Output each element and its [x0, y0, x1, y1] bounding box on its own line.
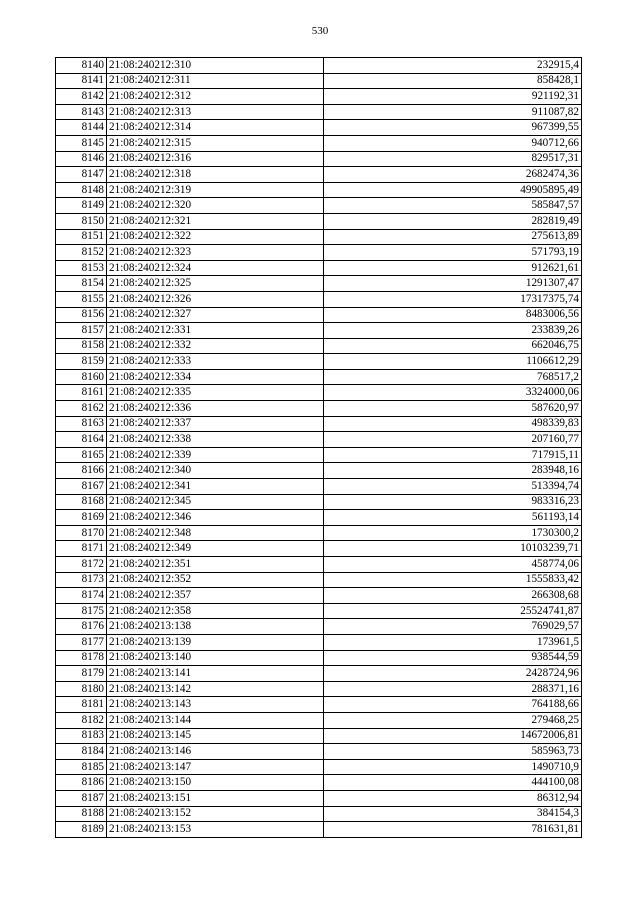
- table-row: [56, 775, 582, 791]
- row-number-cell: 8165: [56, 447, 107, 463]
- cadastral-number-cell: 21:08:240212:336: [107, 401, 324, 417]
- value-cell: 768517,2: [324, 369, 582, 385]
- table-row: [56, 167, 582, 183]
- row-number-cell: 8160: [56, 369, 107, 385]
- table-row: [56, 588, 582, 604]
- value-cell: 1291307,47: [324, 276, 582, 292]
- cadastral-number-cell: 21:08:240213:146: [107, 744, 324, 760]
- table-row: [56, 307, 582, 323]
- value-cell: 912621,61: [324, 260, 582, 276]
- table-row: [56, 338, 582, 354]
- row-number-cell: 8161: [56, 385, 107, 401]
- table-row: [56, 619, 582, 635]
- value-cell: 282819,49: [324, 213, 582, 229]
- row-number-cell: 8180: [56, 681, 107, 697]
- row-number-cell: 8173: [56, 572, 107, 588]
- table-row: [56, 104, 582, 120]
- row-number-cell: 8178: [56, 650, 107, 666]
- value-cell: 1106612,29: [324, 354, 582, 370]
- value-cell: 288371,16: [324, 681, 582, 697]
- row-number-cell: 8154: [56, 276, 107, 292]
- table-row: [56, 416, 582, 432]
- table-row: [56, 525, 582, 541]
- cadastral-number-cell: 21:08:240212:357: [107, 588, 324, 604]
- table-row: [56, 712, 582, 728]
- row-number-cell: 8187: [56, 790, 107, 806]
- value-cell: 279468,25: [324, 712, 582, 728]
- value-cell: 764188,66: [324, 697, 582, 713]
- value-cell: 571793,19: [324, 245, 582, 261]
- row-number-cell: 8146: [56, 151, 107, 167]
- cadastral-number-cell: 21:08:240212:332: [107, 338, 324, 354]
- value-cell: 173961,5: [324, 634, 582, 650]
- table-row: [56, 822, 582, 838]
- table-row: [56, 666, 582, 682]
- table-row: [56, 354, 582, 370]
- cadastral-number-cell: 21:08:240213:138: [107, 619, 324, 635]
- value-cell: 2682474,36: [324, 167, 582, 183]
- cadastral-number-cell: 21:08:240212:319: [107, 182, 324, 198]
- value-cell: 384154,3: [324, 806, 582, 822]
- table-row: [56, 650, 582, 666]
- value-cell: 8483006,56: [324, 307, 582, 323]
- value-cell: 1490710,9: [324, 759, 582, 775]
- table-row: [56, 728, 582, 744]
- cadastral-number-cell: 21:08:240213:152: [107, 806, 324, 822]
- cadastral-number-cell: 21:08:240212:331: [107, 323, 324, 339]
- table-row: [56, 697, 582, 713]
- row-number-cell: 8164: [56, 432, 107, 448]
- cadastral-number-cell: 21:08:240212:346: [107, 510, 324, 526]
- table-row: [56, 276, 582, 292]
- cadastral-number-cell: 21:08:240213:147: [107, 759, 324, 775]
- value-cell: 207160,77: [324, 432, 582, 448]
- value-cell: 911087,82: [324, 104, 582, 120]
- value-cell: 498339,83: [324, 416, 582, 432]
- value-cell: 769029,57: [324, 619, 582, 635]
- cadastral-number-cell: 21:08:240212:316: [107, 151, 324, 167]
- value-cell: 86312,94: [324, 790, 582, 806]
- row-number-cell: 8159: [56, 354, 107, 370]
- cadastral-number-cell: 21:08:240213:140: [107, 650, 324, 666]
- table-body: [56, 58, 582, 838]
- data-table: [55, 57, 582, 838]
- value-cell: 585963,73: [324, 744, 582, 760]
- table-row: [56, 245, 582, 261]
- cadastral-number-cell: 21:08:240212:348: [107, 525, 324, 541]
- row-number-cell: 8177: [56, 634, 107, 650]
- value-cell: 275613,89: [324, 229, 582, 245]
- table-row: [56, 198, 582, 214]
- row-number-cell: 8183: [56, 728, 107, 744]
- row-number-cell: 8142: [56, 89, 107, 105]
- row-number-cell: 8153: [56, 260, 107, 276]
- cadastral-number-cell: 21:08:240212:313: [107, 104, 324, 120]
- value-cell: 1730300,2: [324, 525, 582, 541]
- value-cell: 2428724,96: [324, 666, 582, 682]
- table-row: [56, 447, 582, 463]
- value-cell: 49905895,49: [324, 182, 582, 198]
- cadastral-number-cell: 21:08:240213:141: [107, 666, 324, 682]
- table-row: [56, 681, 582, 697]
- row-number-cell: 8143: [56, 104, 107, 120]
- table-row: [56, 401, 582, 417]
- value-cell: 717915,11: [324, 447, 582, 463]
- row-number-cell: 8148: [56, 182, 107, 198]
- value-cell: 444100,08: [324, 775, 582, 791]
- cadastral-number-cell: 21:08:240212:312: [107, 89, 324, 105]
- value-cell: 781631,81: [324, 822, 582, 838]
- row-number-cell: 8152: [56, 245, 107, 261]
- value-cell: 967399,55: [324, 120, 582, 136]
- cadastral-number-cell: 21:08:240212:314: [107, 120, 324, 136]
- table-row: [56, 463, 582, 479]
- row-number-cell: 8181: [56, 697, 107, 713]
- row-number-cell: 8141: [56, 73, 107, 89]
- value-cell: 233839,26: [324, 323, 582, 339]
- cadastral-number-cell: 21:08:240212:339: [107, 447, 324, 463]
- value-cell: 25524741,87: [324, 603, 582, 619]
- cadastral-number-cell: 21:08:240212:334: [107, 369, 324, 385]
- value-cell: 283948,16: [324, 463, 582, 479]
- table-row: [56, 151, 582, 167]
- row-number-cell: 8175: [56, 603, 107, 619]
- row-number-cell: 8166: [56, 463, 107, 479]
- value-cell: 1555833,42: [324, 572, 582, 588]
- table-row: [56, 182, 582, 198]
- value-cell: 662046,75: [324, 338, 582, 354]
- cadastral-number-cell: 21:08:240212:320: [107, 198, 324, 214]
- table-row: [56, 135, 582, 151]
- cadastral-number-cell: 21:08:240212:321: [107, 213, 324, 229]
- row-number-cell: 8185: [56, 759, 107, 775]
- value-cell: 266308,68: [324, 588, 582, 604]
- cadastral-number-cell: 21:08:240212:324: [107, 260, 324, 276]
- row-number-cell: 8182: [56, 712, 107, 728]
- row-number-cell: 8155: [56, 291, 107, 307]
- cadastral-number-cell: 21:08:240212:338: [107, 432, 324, 448]
- table-row: [56, 572, 582, 588]
- cadastral-number-cell: 21:08:240212:340: [107, 463, 324, 479]
- row-number-cell: 8172: [56, 557, 107, 573]
- cadastral-number-cell: 21:08:240213:145: [107, 728, 324, 744]
- row-number-cell: 8162: [56, 401, 107, 417]
- cadastral-number-cell: 21:08:240212:315: [107, 135, 324, 151]
- cadastral-number-cell: 21:08:240212:341: [107, 479, 324, 495]
- cadastral-number-cell: 21:08:240213:143: [107, 697, 324, 713]
- cadastral-number-cell: 21:08:240213:142: [107, 681, 324, 697]
- row-number-cell: 8151: [56, 229, 107, 245]
- value-cell: 458774,06: [324, 557, 582, 573]
- table-row: [56, 369, 582, 385]
- cadastral-number-cell: 21:08:240212:333: [107, 354, 324, 370]
- row-number-cell: 8156: [56, 307, 107, 323]
- cadastral-number-cell: 21:08:240212:358: [107, 603, 324, 619]
- cadastral-number-cell: 21:08:240212:345: [107, 494, 324, 510]
- value-cell: 940712,66: [324, 135, 582, 151]
- value-cell: 3324000,06: [324, 385, 582, 401]
- cadastral-number-cell: 21:08:240213:139: [107, 634, 324, 650]
- table-row: [56, 557, 582, 573]
- value-cell: 921192,31: [324, 89, 582, 105]
- cadastral-number-cell: 21:08:240212:351: [107, 557, 324, 573]
- table-row: [56, 260, 582, 276]
- row-number-cell: 8149: [56, 198, 107, 214]
- row-number-cell: 8188: [56, 806, 107, 822]
- row-number-cell: 8170: [56, 525, 107, 541]
- table-row: [56, 120, 582, 136]
- table-row: [56, 291, 582, 307]
- cadastral-number-cell: 21:08:240212:337: [107, 416, 324, 432]
- row-number-cell: 8167: [56, 479, 107, 495]
- table-row: [56, 744, 582, 760]
- value-cell: 232915,4: [324, 58, 582, 74]
- cadastral-number-cell: 21:08:240213:153: [107, 822, 324, 838]
- cadastral-number-cell: 21:08:240212:311: [107, 73, 324, 89]
- table-row: [56, 89, 582, 105]
- row-number-cell: 8157: [56, 323, 107, 339]
- cadastral-number-cell: 21:08:240212:318: [107, 167, 324, 183]
- table-row: [56, 385, 582, 401]
- row-number-cell: 8145: [56, 135, 107, 151]
- cadastral-number-cell: 21:08:240212:323: [107, 245, 324, 261]
- table-row: [56, 323, 582, 339]
- cadastral-number-cell: 21:08:240212:322: [107, 229, 324, 245]
- table-row: [56, 510, 582, 526]
- cadastral-number-cell: 21:08:240213:151: [107, 790, 324, 806]
- cadastral-number-cell: 21:08:240212:352: [107, 572, 324, 588]
- table-row: [56, 73, 582, 89]
- row-number-cell: 8168: [56, 494, 107, 510]
- table-row: [56, 58, 582, 74]
- row-number-cell: 8163: [56, 416, 107, 432]
- value-cell: 829517,31: [324, 151, 582, 167]
- row-number-cell: 8189: [56, 822, 107, 838]
- cadastral-number-cell: 21:08:240212:326: [107, 291, 324, 307]
- table-row: [56, 432, 582, 448]
- row-number-cell: 8171: [56, 541, 107, 557]
- value-cell: 983316,23: [324, 494, 582, 510]
- table-row: [56, 634, 582, 650]
- row-number-cell: 8147: [56, 167, 107, 183]
- value-cell: 513394,74: [324, 479, 582, 495]
- row-number-cell: 8169: [56, 510, 107, 526]
- table-row: [56, 479, 582, 495]
- row-number-cell: 8174: [56, 588, 107, 604]
- cadastral-number-cell: 21:08:240212:335: [107, 385, 324, 401]
- table-row: [56, 541, 582, 557]
- value-cell: 938544,59: [324, 650, 582, 666]
- table-row: [56, 603, 582, 619]
- row-number-cell: 8184: [56, 744, 107, 760]
- value-cell: 561193,14: [324, 510, 582, 526]
- value-cell: 10103239,71: [324, 541, 582, 557]
- value-cell: 587620,97: [324, 401, 582, 417]
- cadastral-number-cell: 21:08:240212:349: [107, 541, 324, 557]
- table-row: [56, 790, 582, 806]
- row-number-cell: 8179: [56, 666, 107, 682]
- row-number-cell: 8144: [56, 120, 107, 136]
- row-number-cell: 8158: [56, 338, 107, 354]
- cadastral-number-cell: 21:08:240213:150: [107, 775, 324, 791]
- value-cell: 17317375,74: [324, 291, 582, 307]
- table-row: [56, 213, 582, 229]
- cadastral-number-cell: 21:08:240212:327: [107, 307, 324, 323]
- table-row: [56, 759, 582, 775]
- cadastral-number-cell: 21:08:240212:325: [107, 276, 324, 292]
- cadastral-number-cell: 21:08:240212:310: [107, 58, 324, 74]
- value-cell: 858428,1: [324, 73, 582, 89]
- row-number-cell: 8176: [56, 619, 107, 635]
- table-row: [56, 229, 582, 245]
- value-cell: 585847,57: [324, 198, 582, 214]
- table-row: [56, 494, 582, 510]
- row-number-cell: 8140: [56, 58, 107, 74]
- row-number-cell: 8150: [56, 213, 107, 229]
- value-cell: 14672006,81: [324, 728, 582, 744]
- cadastral-number-cell: 21:08:240213:144: [107, 712, 324, 728]
- table-row: [56, 806, 582, 822]
- row-number-cell: 8186: [56, 775, 107, 791]
- page-number: 530: [311, 25, 329, 37]
